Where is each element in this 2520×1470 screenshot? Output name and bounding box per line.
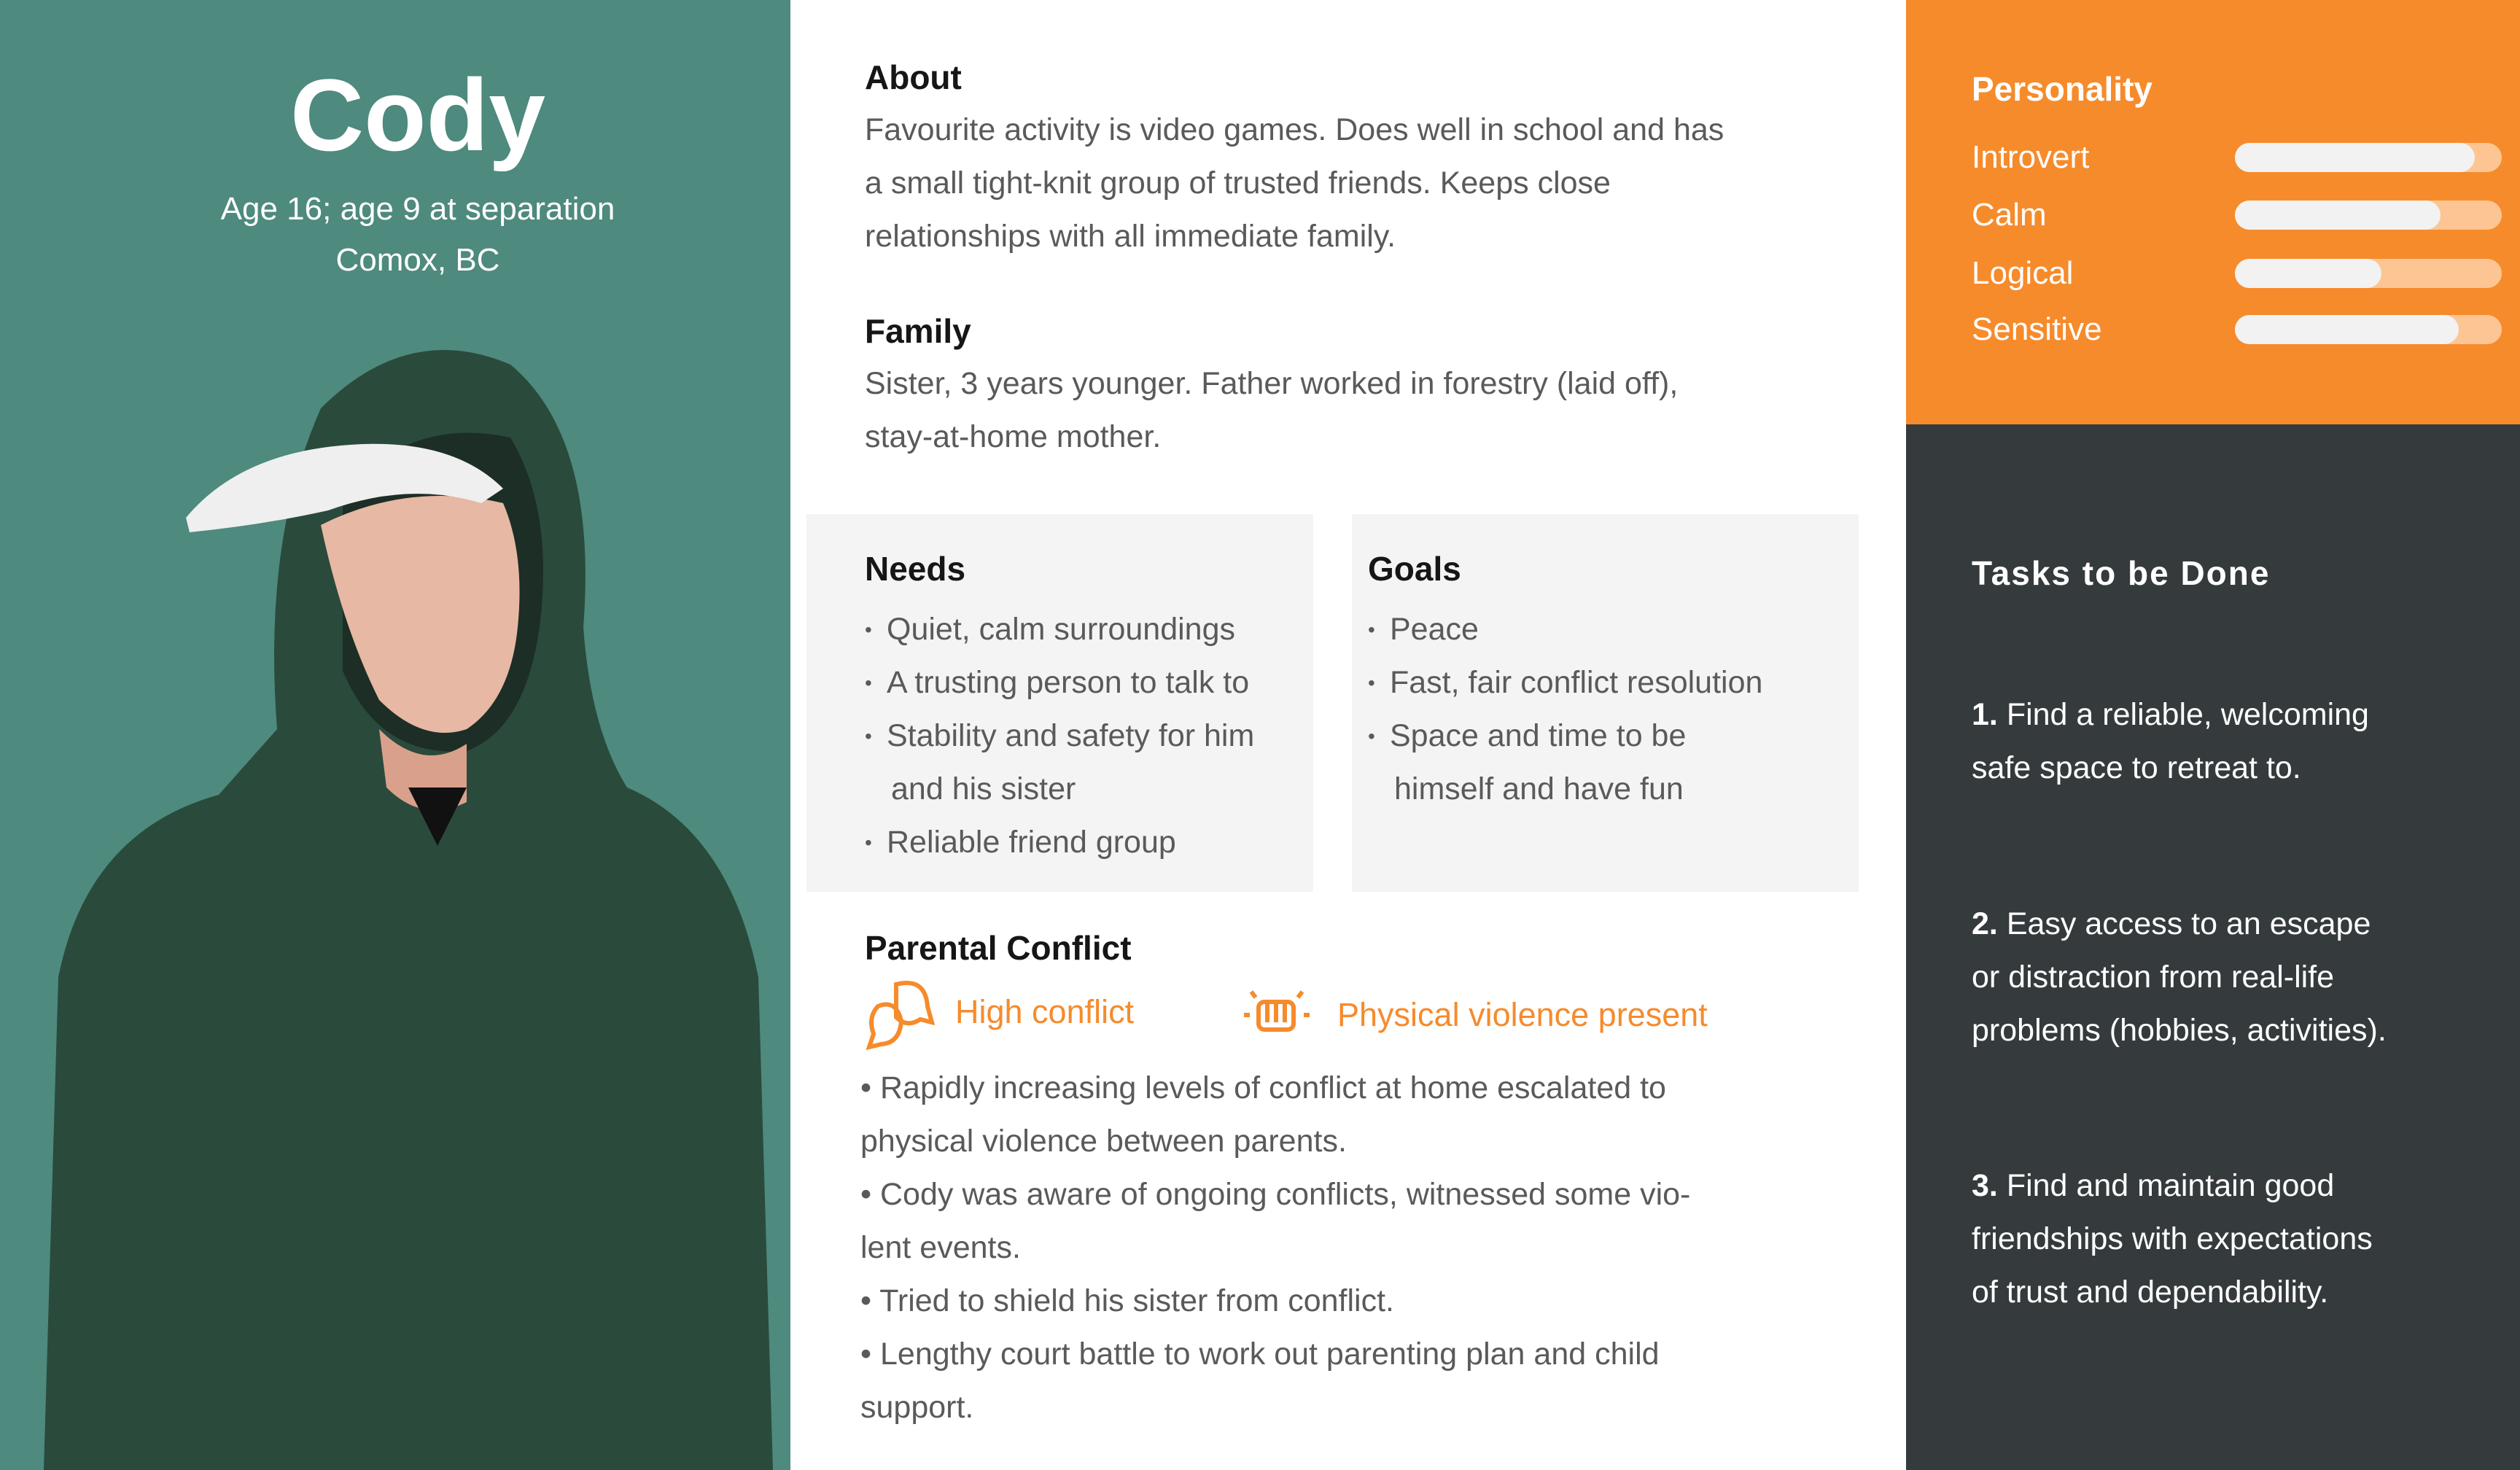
family-heading: Family [865,312,971,350]
goals-item: • Peace [1368,603,1762,656]
trait-bar [2235,259,2502,288]
needs-item: • Stability and safety for him [865,709,1254,763]
needs-item: • Reliable friend group [865,816,1254,869]
trait-label: Introvert [1972,139,2090,175]
persona-location: Comox, BC [335,242,500,278]
family-text [865,357,1678,464]
trait-bar [2235,315,2502,344]
persona-photo [0,321,790,1470]
conflict-line: physical violence between parents. [860,1124,1347,1159]
personality-panel [1906,0,2520,424]
about-text [865,104,1724,263]
task-line: Easy access to an escape [2006,906,2371,941]
task-number: 2. [1972,906,1998,941]
personality-heading: Personality [1972,70,2152,108]
goals-item-continuation: himself and have fun [1394,771,1684,806]
goals-card [1352,514,1859,892]
trait-bar [2235,201,2502,230]
task-line: problems (hobbies, activities). [1972,1013,2387,1048]
tasks-heading: Tasks to be Done [1972,554,2271,592]
task-item [1972,688,2497,795]
needs-heading: Needs [865,550,966,588]
needs-item: • A trusting person to talk to [865,656,1254,709]
tasks-panel [1906,424,2520,1470]
about-line: relationships with all immediate family. [865,219,1396,254]
trait-introvert [1972,136,2482,179]
family-line: Sister, 3 years younger. Father worked in forestry (laid off), [865,366,1679,401]
task-number: 3. [1972,1168,1998,1203]
needs-item-continuation: and his sister [891,771,1076,806]
task-line: Find a reliable, welcoming [2006,697,2369,732]
persona-panel [0,0,790,1470]
goals-heading: Goals [1368,550,1461,588]
trait-bar-fill [2235,315,2459,344]
needs-item: • Quiet, calm surroundings [865,603,1254,656]
task-line: friendships with expectations [1972,1221,2373,1256]
conflict-line: support. [860,1390,974,1425]
persona-name: Cody [290,58,545,172]
about-line: Favourite activity is video games. Does well in school and has [865,112,1724,147]
high-conflict-label: High conflict [955,993,1135,1030]
conflict-line: lent events. [860,1230,1021,1265]
speech-bubbles-icon [863,977,936,1050]
trait-bar-fill [2235,201,2441,230]
needs-list [865,603,1254,869]
trait-sensitive [1972,308,2482,351]
trait-calm [1972,193,2482,237]
conflict-heading: Parental Conflict [865,929,1132,967]
conflict-text [860,1062,1690,1434]
conflict-line: • Lengthy court battle to work out parenting plan and child [860,1337,1660,1372]
task-line: or distraction from real-life [1972,960,2335,995]
needs-card [806,514,1313,892]
trait-bar-fill [2235,259,2381,288]
fist-icon [1238,986,1315,1044]
task-item [1972,1159,2497,1319]
trait-label: Logical [1972,255,2074,291]
persona-age: Age 16; age 9 at separation [220,191,615,227]
physical-violence-label: Physical violence present [1337,996,1708,1033]
trait-bar-fill [2235,143,2475,172]
conflict-line: • Rapidly increasing levels of conflict at home escalated to [860,1070,1666,1105]
task-line: safe space to retreat to. [1972,750,2301,785]
goals-item: • Fast, fair conflict resolution [1368,656,1762,709]
trait-label: Sensitive [1972,311,2102,347]
goals-item: • Space and time to be [1368,709,1762,763]
task-line: of trust and dependability. [1972,1275,2329,1310]
task-item [1972,898,2497,1057]
family-line: stay-at-home mother. [865,419,1162,454]
goals-list [1368,603,1762,816]
trait-bar [2235,143,2502,172]
trait-logical [1972,252,2482,295]
task-number: 1. [1972,697,1998,732]
about-line: a small tight-knit group of trusted friends. Keeps close [865,166,1611,201]
trait-label: Calm [1972,197,2047,233]
task-line: Find and maintain good [2006,1168,2335,1203]
about-heading: About [865,58,962,96]
conflict-line: • Cody was aware of ongoing conflicts, witnessed some vio- [860,1177,1691,1212]
conflict-line: • Tried to shield his sister from conflict. [860,1283,1394,1318]
